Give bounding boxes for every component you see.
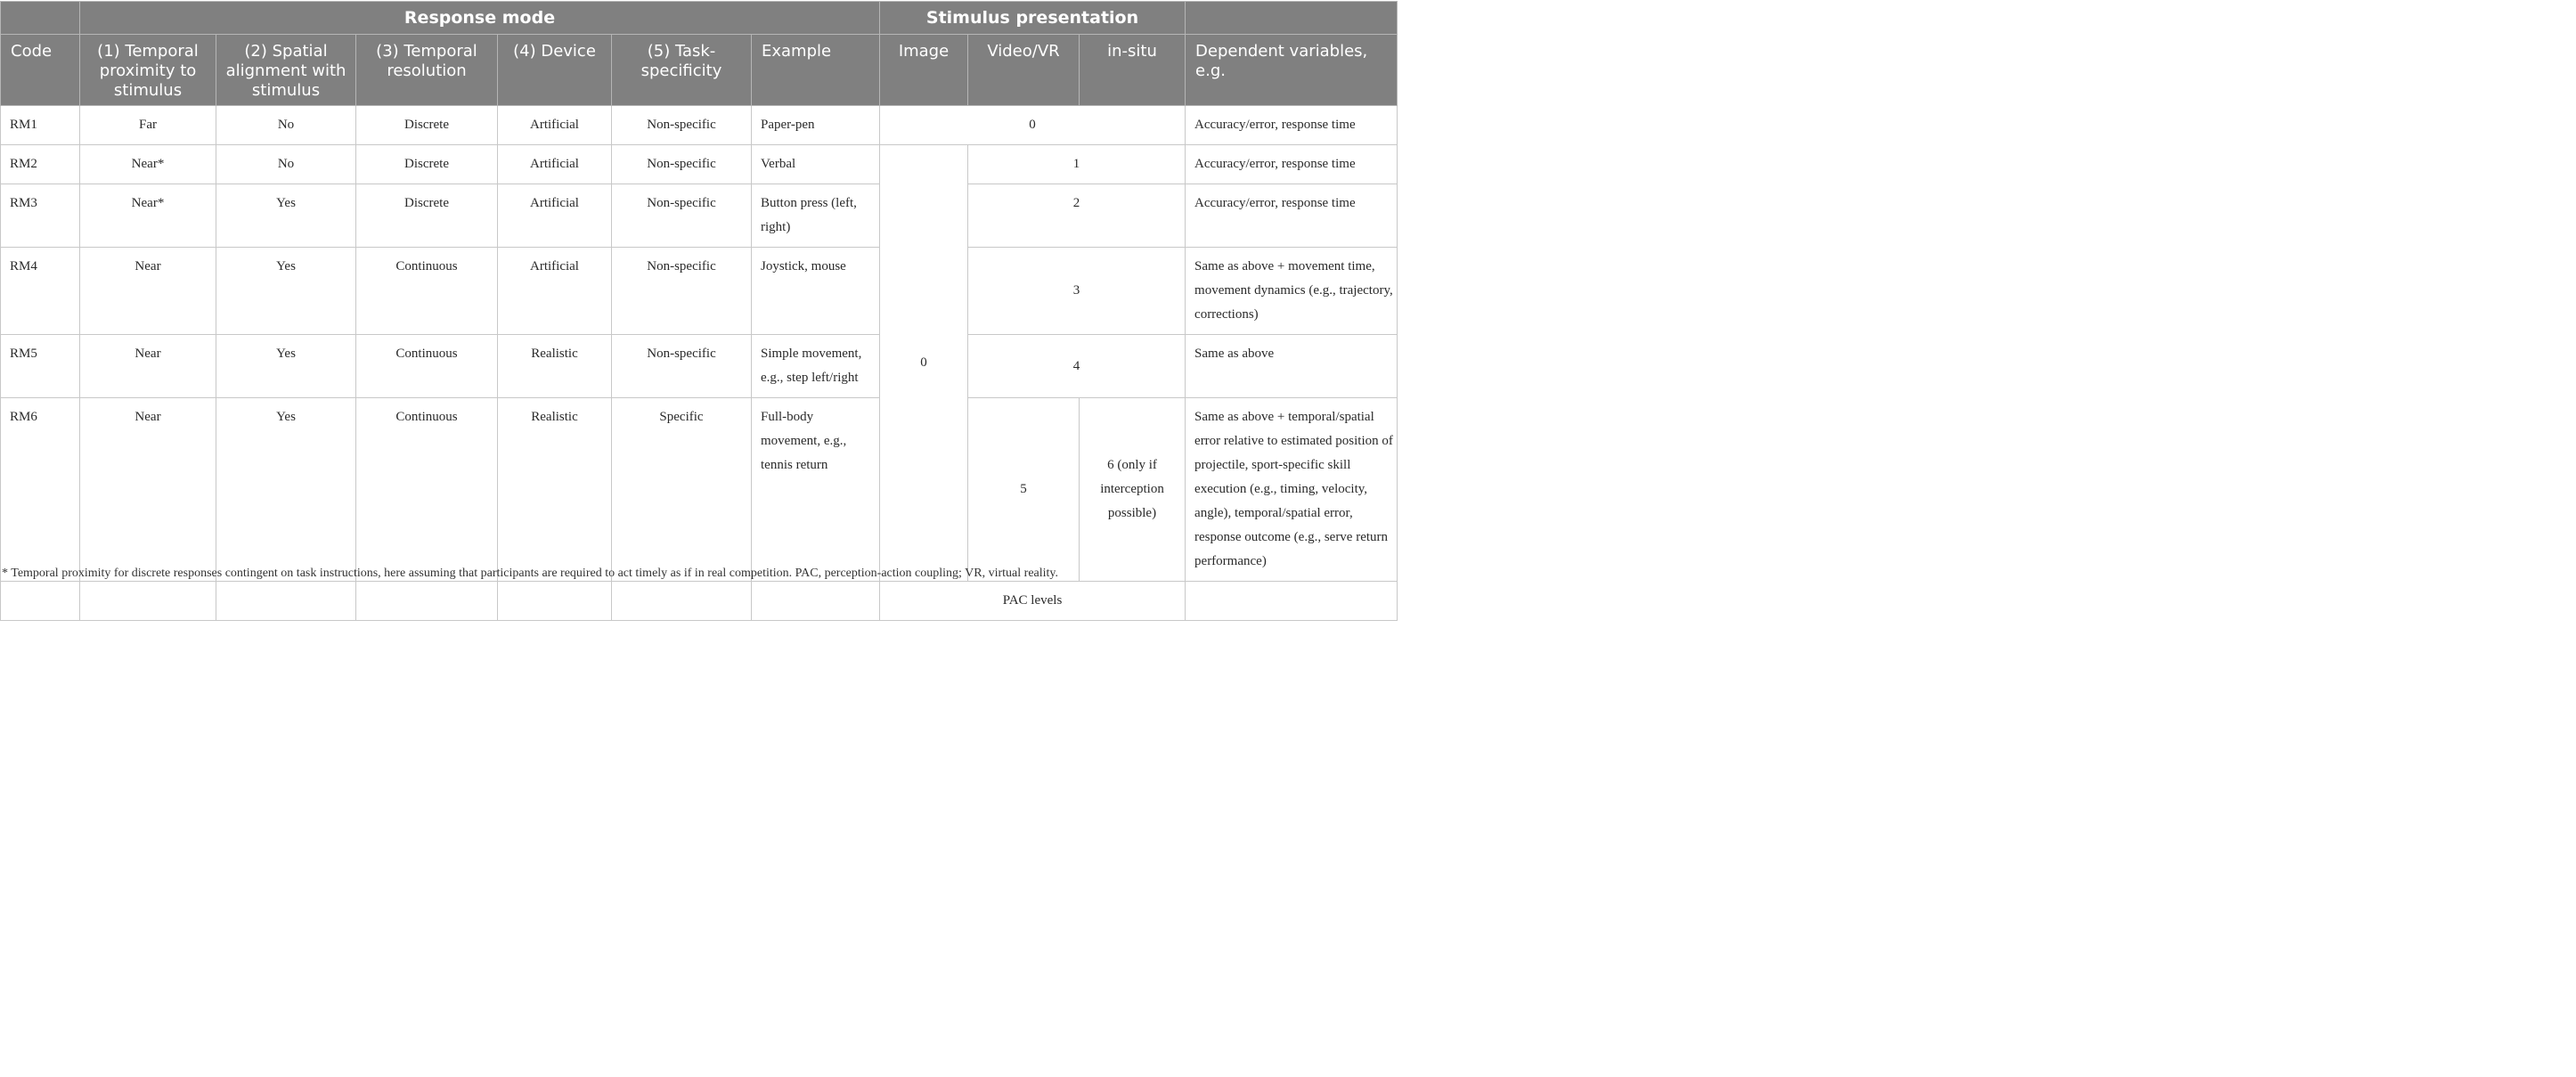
cell-device: Realistic [498, 335, 612, 398]
cell-pac-rm4: 3 [968, 248, 1186, 335]
cell-device: Realistic [498, 398, 612, 582]
cell-alignment: Yes [216, 335, 356, 398]
cell-specificity: Non-specific [612, 248, 752, 335]
cell-dependent: Same as above + temporal/spatial error relative to estimated position of projectile, sport-specific skill execution (e.g., timing, velocity, angle), temporal/spatial error, response outcome (e.g., serve return performance) [1186, 398, 1398, 582]
cell-resolution: Discrete [356, 106, 498, 145]
table-row [1, 145, 1398, 184]
cell-pac-rm3: 2 [968, 184, 1186, 248]
cell-pac-rm6-video: 5 [968, 398, 1080, 582]
table-footnote: * Temporal proximity for discrete responses contingent on task instructions, here assuming that participants are required to act timely as if in real competition. PAC, perception-action coupling; VR, virtual reality. [2, 567, 1059, 580]
cell-proximity: Near* [80, 184, 216, 248]
cell-alignment: Yes [216, 398, 356, 582]
cell-code: RM3 [1, 184, 80, 248]
pac-levels-label: PAC levels [880, 582, 1186, 621]
cell-pac-rm2: 1 [968, 145, 1186, 184]
cell-pac-image: 0 [880, 145, 968, 582]
cell-resolution: Continuous [356, 398, 498, 582]
cell-pac-rm1: 0 [880, 106, 1186, 145]
cell-code: RM2 [1, 145, 80, 184]
col-task-specificity: (5) Task-specificity [612, 35, 752, 106]
cell-specificity: Non-specific [612, 184, 752, 248]
header-code-group [1, 2, 80, 35]
header-stimulus-presentation: Stimulus presentation [880, 2, 1186, 35]
cell-proximity: Near [80, 335, 216, 398]
pac-table [0, 1, 1398, 621]
col-code: Code [1, 35, 80, 106]
table-row [1, 106, 1398, 145]
cell-device: Artificial [498, 248, 612, 335]
cell-resolution: Continuous [356, 335, 498, 398]
header-dep-group [1186, 2, 1398, 35]
col-in-situ: in-situ [1080, 35, 1186, 106]
cell-alignment: No [216, 145, 356, 184]
col-image: Image [880, 35, 968, 106]
cell-code: RM5 [1, 335, 80, 398]
cell-device: Artificial [498, 106, 612, 145]
cell-dependent: Accuracy/error, response time [1186, 184, 1398, 248]
cell-resolution: Continuous [356, 248, 498, 335]
cell-pac-rm5: 4 [968, 335, 1186, 398]
cell-alignment: Yes [216, 184, 356, 248]
cell-specificity: Non-specific [612, 106, 752, 145]
cell-pac-rm6-insitu: 6 (only if interception possible) [1080, 398, 1186, 582]
cell-example: Paper-pen [752, 106, 880, 145]
col-temporal-resolution: (3) Temporal resolution [356, 35, 498, 106]
table-row [1, 398, 1398, 582]
cell-alignment: Yes [216, 248, 356, 335]
cell-example: Verbal [752, 145, 880, 184]
col-temporal-proximity: (1) Temporal proximity to stimulus [80, 35, 216, 106]
col-example: Example [752, 35, 880, 106]
cell-resolution: Discrete [356, 145, 498, 184]
cell-alignment: No [216, 106, 356, 145]
cell-example: Full-body movement, e.g., tennis return [752, 398, 880, 582]
col-device: (4) Device [498, 35, 612, 106]
cell-code: RM6 [1, 398, 80, 582]
cell-proximity: Near [80, 398, 216, 582]
cell-resolution: Discrete [356, 184, 498, 248]
col-video-vr: Video/VR [968, 35, 1080, 106]
cell-specificity: Specific [612, 398, 752, 582]
cell-proximity: Near* [80, 145, 216, 184]
table-row [1, 335, 1398, 398]
col-spatial-alignment: (2) Spatial alignment with stimulus [216, 35, 356, 106]
header-response-mode: Response mode [80, 2, 880, 35]
cell-specificity: Non-specific [612, 335, 752, 398]
cell-device: Artificial [498, 184, 612, 248]
table-row [1, 248, 1398, 335]
cell-example: Button press (left, right) [752, 184, 880, 248]
col-dependent-variables: Dependent variables, e.g. [1186, 35, 1398, 106]
cell-dependent: Same as above + movement time, movement dynamics (e.g., trajectory, corrections) [1186, 248, 1398, 335]
cell-dependent: Same as above [1186, 335, 1398, 398]
cell-example: Simple movement, e.g., step left/right [752, 335, 880, 398]
table-row [1, 184, 1398, 248]
cell-device: Artificial [498, 145, 612, 184]
table-row-pac-levels [1, 582, 1398, 621]
cell-code: RM4 [1, 248, 80, 335]
cell-proximity: Far [80, 106, 216, 145]
cell-dependent: Accuracy/error, response time [1186, 145, 1398, 184]
cell-example: Joystick, mouse [752, 248, 880, 335]
cell-dependent: Accuracy/error, response time [1186, 106, 1398, 145]
cell-specificity: Non-specific [612, 145, 752, 184]
cell-code: RM1 [1, 106, 80, 145]
cell-proximity: Near [80, 248, 216, 335]
